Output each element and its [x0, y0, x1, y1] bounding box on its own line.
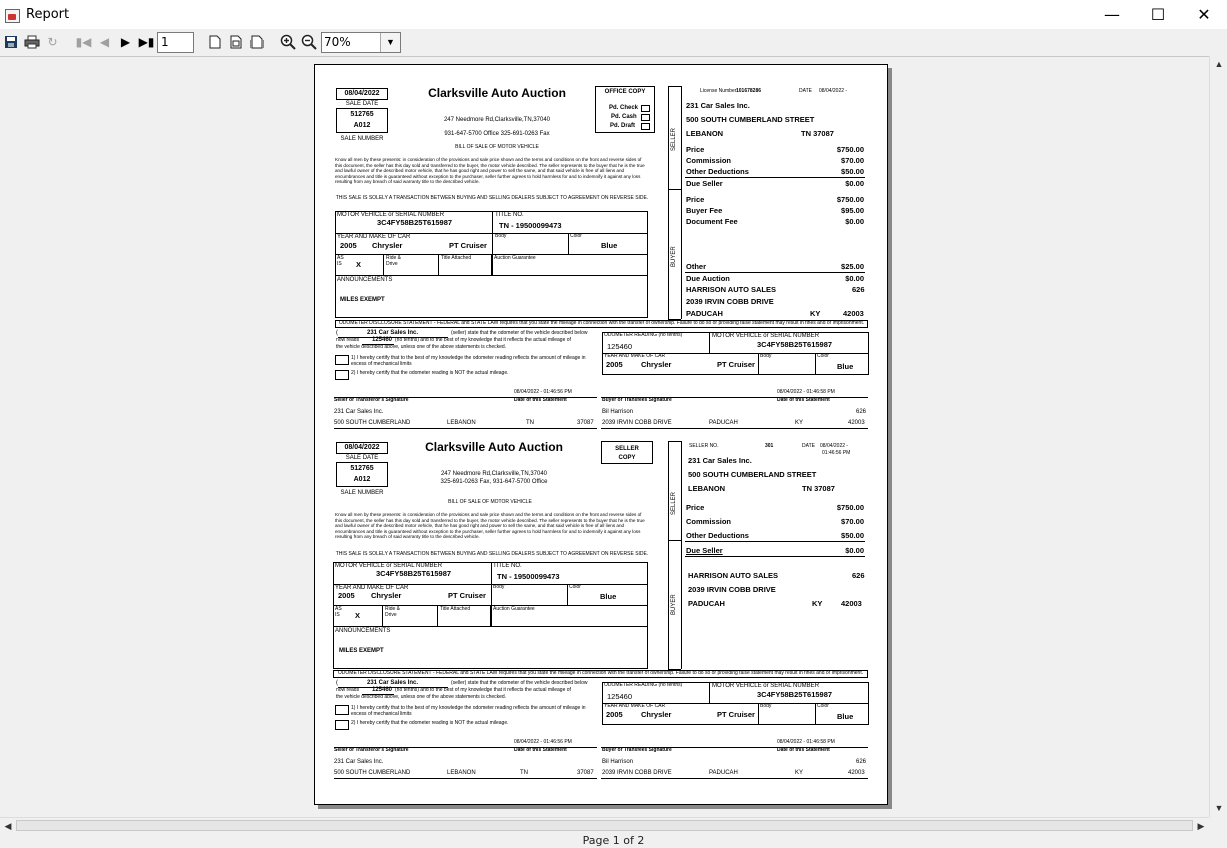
seller-state: TN: [526, 420, 534, 426]
horizontal-scrollbar[interactable]: [0, 817, 1209, 833]
sc-now-reads-label: now reads: [336, 687, 360, 693]
legal-text: Know all men by these presents: in consideration of the provisions and sale price shown and the terms and conditions on the front and reverse sides of this document, the seller has this day sold and transferred to the buyer, the motor vehicle described. The seller represents to the buyer that he is the true and lawful owner of the described motor vehicle, that he has good right and power to sell the same, and that said vehicle is free of all liens and encumbrances and title is guaranteed without exception to the purchaser, seller further agrees to hold harmless for and to indemnify it against any loss resulting from any breach of said warranty title to the described vehicle.: [335, 157, 645, 185]
buyer-zip: 42003: [848, 420, 865, 426]
color-label: Color: [570, 233, 582, 239]
sc-odo-body-label: Body: [760, 703, 772, 709]
office-copy-label: OFFICE COPY: [604, 89, 646, 95]
seller-copy-sale-number: 512765: [350, 465, 374, 472]
sc-right-buyer-company: HARRISON AUTO SALES: [688, 571, 779, 580]
right-date-label: DATE: [799, 88, 812, 94]
sc-color-label: Color: [569, 584, 581, 590]
sc-year-make-label: YEAR AND MAKE OF CAR: [335, 585, 409, 591]
sc-seller-name: 231 Car Sales Inc.: [334, 759, 384, 765]
right-buyer-zip: 42003: [843, 309, 864, 318]
sc-buyer-zip: 42003: [848, 770, 865, 776]
sc-due-seller-label: Due Seller: [686, 546, 723, 555]
seller-no-label: SELLER NO.: [689, 443, 719, 449]
sc-buyer-number: 626: [856, 759, 867, 765]
title-no-value: TN - 19500099473: [499, 221, 562, 230]
seller-copy-lane: A012: [353, 476, 371, 483]
sc-other-deductions: $50.00: [841, 531, 864, 540]
odometer-reading-value: 125460: [607, 342, 633, 351]
sc-title-no-value: TN - 19500099473: [497, 572, 560, 581]
other-deductions: $50.00: [841, 167, 864, 176]
sc-odometer-seller-name: 231 Car Sales Inc.: [367, 680, 419, 686]
sc-seller-city: LEBANON: [447, 770, 476, 776]
sc-right-buyer-zip: 42003: [841, 599, 862, 608]
seller-sig-label: Seller or Transferor's Signature: [334, 397, 409, 403]
pd-check-checkbox[interactable]: [641, 105, 650, 112]
buyer-fee: $95.00: [841, 206, 864, 215]
sc-body-label: Body: [493, 584, 505, 590]
cert2-text: 2) I hereby certify that the odometer reading is NOT the actual mileage.: [351, 370, 509, 376]
cert1-checkbox[interactable]: [335, 355, 349, 365]
pd-draft-label: Pd. Draft: [610, 123, 636, 129]
buyer-state: KY: [795, 420, 804, 426]
toolbar: [0, 29, 1227, 55]
odo-model: PT Cruiser: [717, 360, 755, 369]
sc-seller-street: 500 SOUTH CUMBERLAND: [334, 770, 411, 776]
sc-right-seller-street: 500 SOUTH CUMBERLAND STREET: [688, 470, 817, 479]
buyer-number: 626: [856, 409, 867, 415]
sc-seller-statement-date-label: Date of this Statement: [514, 747, 567, 753]
seller-street: 500 SOUTH CUMBERLAND: [334, 420, 411, 426]
scroll-up-icon[interactable]: ▲: [1214, 59, 1224, 69]
sc-right-seller-name: 231 Car Sales Inc.: [688, 456, 752, 465]
vehicle-model: PT Cruiser: [449, 241, 487, 250]
seller-copy-sale-date-label: SALE DATE: [345, 455, 379, 461]
buyer-price-label: Price: [686, 195, 705, 204]
buyer-statement-date-label: Date of this Statement: [777, 397, 830, 403]
save-icon[interactable]: [0, 31, 21, 53]
sc-right-buyer-street: 2039 IRVIN COBB DRIVE: [688, 585, 776, 594]
sc-vin-label: MOTOR VEHICLE or SERIAL NUMBER: [335, 563, 443, 569]
vehicle-make: Chrysler: [372, 241, 403, 250]
auction-name: Clarksville Auto Auction: [428, 86, 566, 100]
previous-page-icon[interactable]: ◀: [99, 35, 110, 49]
seller-copy-legal-text: Know all men by these presents: in consideration of the provisions and sale price shown and the terms and conditions on the front and reverse sides of this document, the seller has this day sold and transferred to the buyer, the motor vehicle described. The seller represents to the buyer that he is the true and lawful owner of the described motor vehicle, that he has good right and power to sell the same, and that said vehicle is free of all liens and encumbrances and title is guaranteed without exception to the purchaser, seller further agrees to hold harmless for and to indemnify it against any loss resulting from any breach of said warranty title to the described vehicle.: [335, 512, 645, 540]
first-page-icon[interactable]: ▮◀: [75, 35, 92, 49]
buyer-city: PADUCAH: [709, 420, 738, 426]
sc-seller-state: TN: [520, 770, 528, 776]
fit-width-icon[interactable]: [246, 31, 267, 53]
sc-described-text: the vehicle described above, unless one of the above statements is checked.: [336, 694, 507, 700]
sc-vehicle-color: Blue: [600, 592, 617, 601]
chevron-down-icon[interactable]: ▼: [380, 33, 400, 52]
sc-buyer-statement-date-label: Date of this Statement: [777, 747, 830, 753]
auction-address: 247 Needmore Rd,Clarksville,TN,37040: [443, 117, 551, 123]
seller-copy-label: SELLER COPY: [615, 446, 639, 461]
scroll-down-icon[interactable]: ▼: [1214, 803, 1224, 813]
commission-label: Commission: [686, 156, 732, 165]
announcement-text: MILES EXEMPT: [340, 297, 385, 303]
seller-statement-date-label: Date of this Statement: [514, 397, 567, 403]
sc-buyer-street: 2039 IRVIN COBB DRIVE: [602, 770, 672, 776]
sc-price-label: Price: [686, 503, 705, 512]
sc-odo-vin-value: 3C4FY58B25T615987: [757, 690, 833, 699]
right-buyer-city: PADUCAH: [686, 309, 723, 318]
title-no-label: TITLE NO.: [495, 212, 524, 218]
sc-right-time: 01:46:56 PM: [822, 450, 851, 456]
ride-drive-label: Ride & Drive: [386, 255, 402, 267]
right-buyer-number: 626: [852, 285, 865, 294]
sc-cert2-checkbox[interactable]: [335, 720, 349, 730]
report-app-icon: [4, 7, 20, 23]
due-auction: $0.00: [845, 274, 864, 283]
sc-odo-vin-label: MOTOR VEHICLE or SERIAL NUMBER: [712, 683, 820, 689]
sc-cert2-text: 2) I hereby certify that the odometer reading is NOT the actual mileage.: [351, 720, 509, 726]
seller-copy-sale-date: 08/04/2022: [344, 444, 380, 451]
sale-date: 08/04/2022: [344, 90, 380, 97]
due-seller: $0.00: [845, 179, 864, 188]
right-buyer-street: 2039 IRVIN COBB DRIVE: [686, 297, 774, 306]
last-page-icon[interactable]: ▶▮: [138, 35, 155, 49]
sc-odo-color-label: Color: [817, 703, 829, 709]
pd-draft-checkbox[interactable]: [641, 123, 650, 130]
buyer-street: 2039 IRVIN COBB DRIVE: [602, 420, 672, 426]
sc-right-seller-statezip: TN 37087: [802, 484, 835, 493]
pd-cash-label: Pd. Cash: [611, 114, 637, 120]
lane-number: A012: [353, 122, 371, 129]
sc-vehicle-year: 2005: [338, 591, 355, 600]
sale-number: 512765: [350, 111, 374, 118]
commission: $70.00: [841, 156, 864, 165]
sc-odometer-seller-text: (seller) state that the odometer of the vehicle described below: [451, 680, 588, 686]
odometer-seller-name: 231 Car Sales Inc.: [367, 330, 419, 336]
right-seller-statezip: TN 37087: [801, 129, 834, 138]
announcements-label: ANNOUNCEMENTS: [337, 277, 393, 283]
sc-odo-color: Blue: [837, 712, 854, 721]
bill-title: BILL OF SALE OF MOTOR VEHICLE: [455, 144, 539, 150]
horizontal-scroll-thumb[interactable]: [16, 820, 1193, 831]
odometer-statement: ODOMETER DISCLOSURE STATEMENT - FEDERAL and STATE LAW requires that you state the mileage in connection with the transfer of ownership. Failure to do so or providing false statement may result in fines and or imprisonment.: [338, 321, 865, 326]
sc-odo-year: 2005: [606, 710, 623, 719]
other-fee: $25.00: [841, 262, 864, 271]
seller-price-label: Price: [686, 145, 705, 154]
next-page-icon[interactable]: ▶: [120, 35, 131, 49]
window-controls: [1089, 0, 1227, 29]
sc-auction-guarantee-label: Auction Guarantee: [493, 606, 535, 612]
due-seller-label: Due Seller: [686, 179, 723, 188]
odometer-reading-label: ODOMETER READING (no tenths): [604, 332, 683, 338]
fit-page-icon[interactable]: [225, 31, 246, 53]
page-number-input[interactable]: 1: [157, 32, 194, 53]
vin-label: MOTOR VEHICLE or SERIAL NUMBER: [337, 212, 445, 218]
sale-number-label: SALE NUMBER: [340, 136, 384, 142]
as-is-label: AS IS: [337, 255, 344, 267]
seller-name: 231 Car Sales Inc.: [334, 409, 384, 415]
sc-vin-value: 3C4FY58B25T615987: [376, 569, 452, 578]
sc-odo-ymm-label: YEAR AND MAKE OF CAR: [604, 703, 666, 709]
odo-ymm-label: YEAR AND MAKE OF CAR: [604, 353, 666, 359]
scroll-left-icon[interactable]: ◀: [4, 820, 12, 831]
sc-announcement-text: MILES EXEMPT: [339, 648, 384, 654]
body-label: Body: [495, 233, 507, 239]
seller-no: 301: [765, 443, 774, 449]
seller-city: LEBANON: [447, 420, 476, 426]
seller-copy-solely-notice: THIS SALE IS SOLELY A TRANSACTION BETWEEN BUYING AND SELLING DEALERS SUBJECT TO AGREEMENT ON REVERSE SIDE.: [335, 551, 649, 557]
vertical-scrollbar[interactable]: [1209, 56, 1227, 817]
sc-right-date: 08/04/2022 -: [820, 443, 849, 449]
sc-ride-drive-label: Ride & Drive: [385, 606, 401, 618]
odo-body-label: Body: [760, 353, 772, 359]
pd-cash-checkbox[interactable]: [641, 114, 650, 121]
title-bar: [0, 0, 1227, 29]
sc-odo-make: Chrysler: [641, 710, 672, 719]
sc-seller-sig-label: Seller or Transferor's Signature: [334, 747, 409, 753]
sc-buyer-sig-date: 08/04/2022 - 01:46:58 PM: [777, 739, 835, 745]
due-auction-label: Due Auction: [686, 274, 730, 283]
tenths-text: (no tenths) and to the best of my knowledge that it reflects the actual mileage of: [395, 337, 571, 343]
as-is-mark: X: [356, 260, 362, 269]
auction-phones: 931-647-5700 Office 325-691-0263 Fax: [444, 131, 550, 137]
odo-vin-label: MOTOR VEHICLE or SERIAL NUMBER: [712, 333, 820, 339]
sc-commission: $70.00: [841, 517, 864, 526]
sc-buyer-name: Bil Harrison: [602, 759, 634, 765]
right-seller-name: 231 Car Sales Inc.: [686, 101, 750, 110]
sc-seller-vertical-label: SELLER: [671, 491, 677, 515]
seller-vertical-label: SELLER: [671, 127, 677, 151]
right-buyer-company: HARRISON AUTO SALES: [686, 285, 777, 294]
minimize-icon[interactable]: —: [1104, 5, 1120, 24]
title-attached-label: Title Attached: [441, 255, 472, 261]
sale-date-label: SALE DATE: [345, 101, 379, 107]
buyer-vertical-label: BUYER: [671, 246, 677, 267]
right-seller-street: 500 SOUTH CUMBERLAND STREET: [686, 115, 815, 124]
sc-announcements-label: ANNOUNCEMENTS: [335, 628, 391, 634]
sc-odometer-statement: ODOMETER DISCLOSURE STATEMENT - FEDERAL and STATE LAW requires that you state the mileage in connection with the transfer of ownership. Failure to do so or providing false statement may result in fines and or imprisonment.: [337, 671, 864, 676]
maximize-icon[interactable]: ☐: [1150, 5, 1166, 24]
sale-solely-notice: THIS SALE IS SOLELY A TRANSACTION BETWEEN BUYING AND SELLING DEALERS SUBJECT TO AGREEMENT ON REVERSE SIDE.: [335, 195, 649, 201]
sc-vehicle-model: PT Cruiser: [448, 591, 486, 600]
buyer-sig-label: Buyer or Transfees Signature: [602, 397, 672, 403]
sc-other-deductions-label: Other Deductions: [686, 531, 749, 540]
now-reads-label: now reads: [336, 337, 360, 343]
seller-copy-phones: 325-691-0263 Fax, 931-647-5700 Office: [440, 479, 548, 485]
seller-sig-date: 08/04/2022 - 01:46:56 PM: [514, 389, 572, 395]
seller-copy-address: 247 Needmore Rd,Clarksville,TN,37040: [440, 471, 548, 477]
buyer-fee-label: Buyer Fee: [686, 206, 723, 215]
odo-vin-value: 3C4FY58B25T615987: [757, 340, 833, 349]
zoom-in-icon[interactable]: [277, 31, 298, 53]
sc-commission-label: Commission: [686, 517, 732, 526]
odo-color-label: Color: [817, 353, 829, 359]
sc-right-buyer-city: PADUCAH: [688, 599, 725, 608]
sc-buyer-vertical-label: BUYER: [671, 594, 677, 615]
sc-right-date-label: DATE: [802, 443, 815, 449]
sc-odo-model: PT Cruiser: [717, 710, 755, 719]
sc-seller-sig-date: 08/04/2022 - 01:46:56 PM: [514, 739, 572, 745]
window-title: Report: [26, 7, 70, 22]
vehicle-color: Blue: [601, 241, 618, 250]
page-status: Page 1 of 2: [0, 833, 1227, 848]
document-fee: $0.00: [845, 217, 864, 226]
right-buyer-state: KY: [810, 309, 821, 318]
print-icon[interactable]: [21, 31, 42, 53]
other-fee-label: Other: [686, 262, 707, 271]
sc-odometer-reading-label: ODOMETER READING (no tenths): [604, 682, 683, 688]
sc-odometer-inline-reading: 125460: [372, 687, 393, 693]
sc-buyer-city: PADUCAH: [709, 770, 738, 776]
pd-check-label: Pd. Check: [609, 105, 639, 111]
document-fee-label: Document Fee: [686, 217, 738, 226]
sc-right-buyer-state: KY: [812, 599, 823, 608]
odo-color: Blue: [837, 362, 854, 371]
report-page: 08/04/2022 SALE DATE 512765 A012 SALE NUMBER Clarksville Auto Auction 247 Needmore Rd,Clarksville,TN,37040 931-647-5700 Office 325-691-0263 Fax BILL OF SALE OF MOTOR VEHICLE OFFICE COPY Pd. Check Pd. Cash Pd. Draft Know all men by these presents: in consideration of the provisions and sale price shown and the terms and conditions on the front and reverse sides of this document, the seller has this day sold and transferred to the buyer, the motor vehicle described. The seller represents to the buyer that he is the true and lawful owner of the described motor vehicle, that he has good right and power to sell the same, and that said vehicle is free of all liens and encumbrances and title is guaranteed without exception to the purchaser, seller further agrees to hold harmless for and to indemnify it against any loss resulting from any breach of said warranty title to the described vehicle. THIS SALE IS SOLELY A TRANSACTION BETWEEN BUYING AND SELLING DEALERS SUBJECT TO AGREEMENT ON REVERSE SIDE. MOTOR VEHICLE or SERIAL NUMBER 3C4FY58B25T615987 TITLE NO. TN - 19500099473 YEAR AND MAKE OF CAR 2005 Chrysler PT Cruiser Body Color Blue AS IS X Ride & Drive Title Attached Auction Guarantee ANNOUNCEMENTS MILES EXEMPT ODOMETER DISCLOSURE STATEMENT - FEDERAL and STATE LAW requires that you state the mileage in connection with the transfer of ownership. Failure to do so or providing false statement may result in fines and or imprisonment. ( 231 Car Sales Inc. (seller) state that the odometer of the vehicle described below now reads 125460 (no tenths) and to the best of my knowledge that it reflects the actual mileage of the vehicle described above, unless one of the above statements is checked. 1) I hereby certify that to the best of my knowledge the odometer reading reflects the amount of mileage in excess of mechanical limits 2) I hereby certify that the odometer reading is NOT the actual mileage. ODOMETER READING (no tenths) 125460 MOTOR VEHICLE or SERIAL NUMBER 3C4FY58B25T615987 YEAR AND MAKE OF CAR 2005 Chrysler PT Cruiser Body Color Blue 08/04/2022 - 01:46:56 PM Seller or Transferor's Signature Date of this Statement 231 Car Sales Inc. 500 SOUTH CUMBERLAND LEBANON TN 37087 08/04/2022 - 01:46:58 PM Buyer or Transfees Signature Date of this Statement Bil Harrison 626 2039 IRVIN COBB DRIVE PADUCAH KY 42003 SELLER BUYER License Number: 101678286 DATE 08/04/2022 - 231 Car Sales Inc. 500 SOUTH CUMBERLAND STREET LEBANON TN 37087 Price $750.00 Commission $70.00 Other Deductions $50.00 Due Seller $0.00 Price $750.00 Buyer Fee $95.00 Document Fee $0.00 Other $25.00 Due Auction $0.00 HARRISON AUTO SALES 626 2039 IRVIN COBB DRIVE PADUCAH KY 42003 08/04/2022 SALE DATE 512765 A012 SALE NUMBER Clarksville Auto Auction 247 Needmore Rd,Clarksville,TN,37040 325-691-0263 Fax, 931-647-5700 Office BILL OF SALE OF MOTOR VEHICLE SELLER COPY Know all men by these presents: in consideration of the provisions and sale price shown and the terms and conditions on the front and reverse sides of this document, the seller has this day sold and transferred to the buyer, the motor vehicle described. The seller represents to the buyer that he is the true and lawful owner of the described motor vehicle, that he has good right and power to sell the same, and that said vehicle is free of all liens and encumbrances and title is guaranteed without exception to the purchaser, seller further agrees to hold harmless for and to indemnify it against any loss resulting from any breach of said warranty title to the described vehicle. THIS SALE IS SOLELY A TRANSACTION BETWEEN BUYING AND SELLING DEALERS SUBJECT TO AGREEMENT ON REVERSE SIDE. MOTOR VEHICLE or SERIAL NUMBER 3C4FY58B25T615987 TITLE NO. TN - 19500099473 YEAR AND MAKE OF CAR 2005 Chrysler PT Cruiser Body Color Blue AS IS X Ride & Drive Title Attached Auction Guarantee ANNOUNCEMENTS MILES EXEMPT ODOMETER DISCLOSURE STATEMENT - FEDERAL and STATE LAW requires that you state the mileage in connection with the transfer of ownership. Failure to do so or providing false statement may result in fines and or imprisonment. ( 231 Car Sales Inc. (seller) state that the odometer of the vehicle described below now reads 125460 (no tenths) and to the best of my knowledge that it reflects the actual mileage of the vehicle described above, unless one of the above statements is checked. 1) I hereby certify that to the best of my knowledge the odometer reading reflects the amount of mileage in excess of mechanical limits 2) I hereby certify that the odometer reading is NOT the actual mileage. ODOMETER READING (no tenths) 125460 MOTOR VEHICLE or SERIAL NUMBER 3C4FY58B25T615987 YEAR AND MAKE OF CAR 2005 Chrysler PT Cruiser Body Color Blue 08/04/2022 - 01:46:56 PM Seller or Transferor's Signature Date of this Statement 231 Car Sales Inc. 500 SOUTH CUMBERLAND LEBANON TN 37087 08/04/2022 - 01:46:58 PM Buyer or Transfees Signature Date of this Statement Bil Harrison 626 2039 IRVIN COBB DRIVE PADUCAH KY 42003 SELLER BUYER SELLER NO. 301 DATE 08/04/2022 - 01:46:56 PM 231 Car Sales Inc. 500 SOUTH CUMBERLAND STREET LEBANON TN 37087 Price $750.00 Commission $70.00 Other Deductions $50.00 Due Seller $0.00 HARRISON AUTO SALES 626 2039 IRVIN COBB DRIVE PADUCAH KY 42003: [314, 64, 888, 805]
sc-cert1-checkbox[interactable]: [335, 705, 349, 715]
described-text: the vehicle described above, unless one of the above statements is checked.: [336, 344, 507, 350]
odo-year: 2005: [606, 360, 623, 369]
sc-price: $750.00: [836, 503, 864, 512]
odometer-inline-reading: 125460: [372, 337, 393, 343]
seller-zip: 37087: [577, 420, 594, 426]
sc-title-no-label: TITLE NO.: [493, 563, 522, 569]
sc-as-is-mark: X: [355, 611, 361, 620]
sc-due-seller: $0.00: [845, 546, 864, 555]
actual-size-icon[interactable]: [204, 31, 225, 53]
buyer-price: $750.00: [836, 195, 864, 204]
sc-odometer-reading-value: 125460: [607, 692, 633, 701]
sc-right-buyer-number: 626: [852, 571, 865, 580]
sc-right-seller-city: LEBANON: [688, 484, 726, 493]
cert1-text: 1) I hereby certify that to the best of my knowledge the odometer reading reflects the amount of mileage in excess of mechanical limits: [351, 355, 586, 367]
auction-guarantee-label: Auction Guarantee: [494, 255, 536, 261]
vehicle-year: 2005: [340, 241, 357, 250]
zoom-value[interactable]: 70%: [324, 34, 351, 49]
sc-buyer-state: KY: [795, 770, 804, 776]
vin-value: 3C4FY58B25T615987: [377, 218, 453, 227]
sc-as-is-label: AS IS: [335, 606, 342, 618]
license-label: License Number:: [700, 88, 738, 94]
sc-tenths-text: (no tenths) and to the best of my knowledge that it reflects the actual mileage of: [395, 687, 571, 693]
seller-price: $750.00: [836, 145, 864, 154]
close-icon[interactable]: ✕: [1197, 5, 1211, 24]
license-number: 101678286: [736, 88, 762, 94]
buyer-sig-date: 08/04/2022 - 01:46:58 PM: [777, 389, 835, 395]
cert2-checkbox[interactable]: [335, 370, 349, 380]
odo-make: Chrysler: [641, 360, 672, 369]
seller-copy-sale-number-label: SALE NUMBER: [340, 490, 384, 496]
sc-seller-zip: 37087: [577, 770, 594, 776]
zoom-out-icon[interactable]: [298, 31, 319, 53]
seller-copy-auction-name: Clarksville Auto Auction: [425, 440, 563, 454]
sc-vehicle-make: Chrysler: [371, 591, 402, 600]
report-viewer: [0, 56, 1209, 817]
sc-title-attached-label: Title Attached: [440, 606, 471, 612]
buyer-name: Bil Harrison: [602, 409, 634, 415]
scroll-right-icon[interactable]: ▶: [1197, 820, 1205, 831]
right-seller-city: LEBANON: [686, 129, 724, 138]
sc-buyer-sig-label: Buyer or Transfees Signature: [602, 747, 672, 753]
year-make-label: YEAR AND MAKE OF CAR: [337, 234, 411, 240]
sc-cert1-text: 1) I hereby certify that to the best of my knowledge the odometer reading reflects the amount of mileage in excess of mechanical limits: [351, 705, 586, 717]
odometer-seller-text: (seller) state that the odometer of the vehicle described below: [451, 330, 588, 336]
other-deductions-label: Other Deductions: [686, 167, 749, 176]
refresh-icon[interactable]: ↻: [47, 35, 58, 49]
zoom-select[interactable]: [321, 32, 401, 53]
seller-copy-bill-title: BILL OF SALE OF MOTOR VEHICLE: [448, 499, 532, 505]
right-date: 08/04/2022 -: [819, 88, 848, 94]
